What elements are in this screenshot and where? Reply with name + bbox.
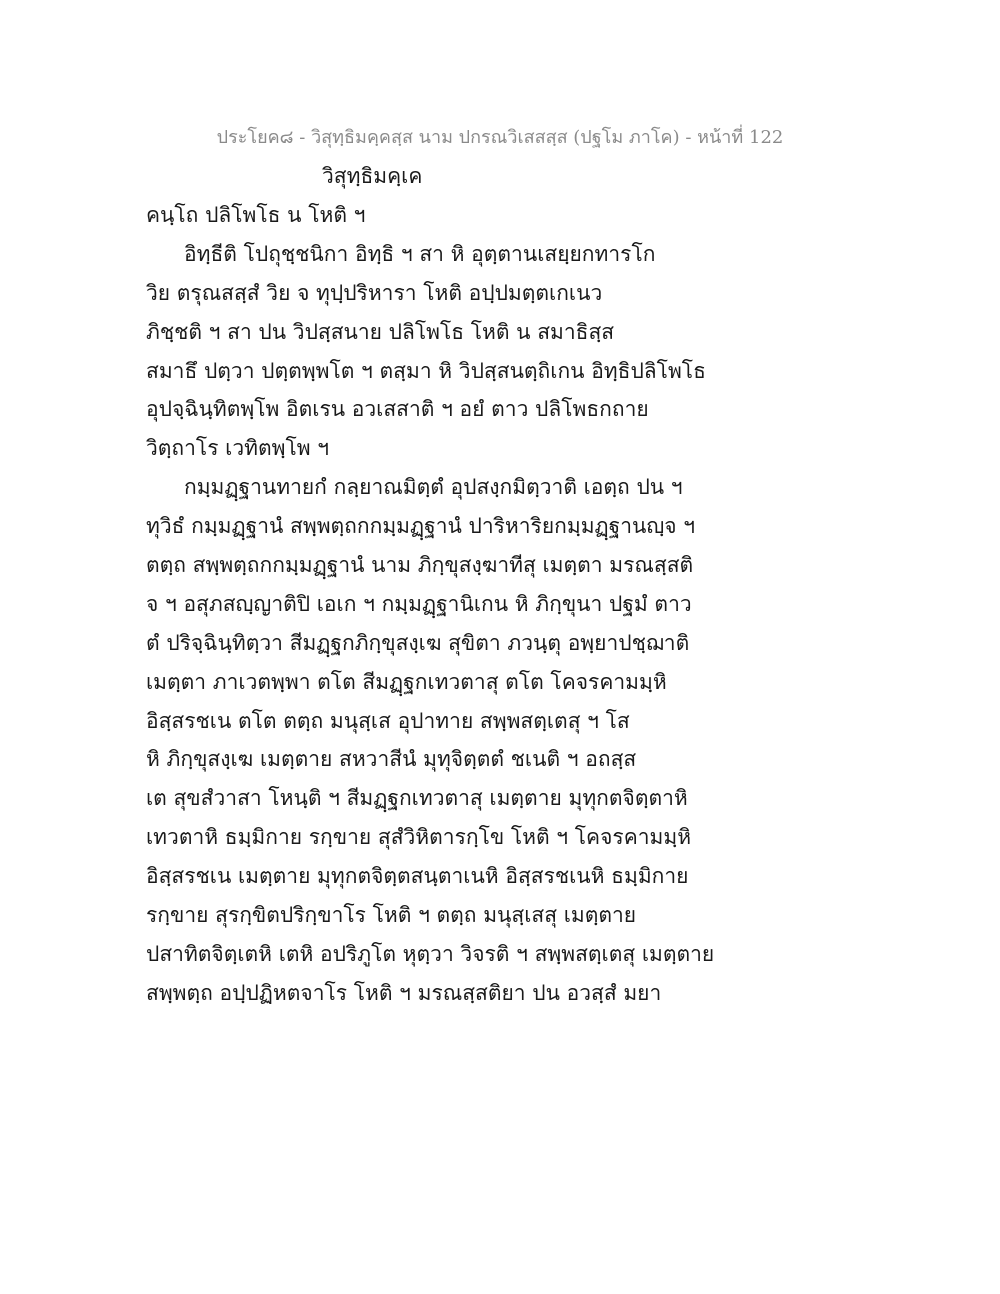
- text-line: อิสฺสรชเน เมตฺตาย มุทุกตจิตฺตสนฺตาเนหิ อิสฺสรชเนหิ ธมฺมิกาย: [146, 864, 689, 889]
- text-line: อิสฺสรชเน ตโต ตตฺถ มนุสฺเส อุปาทาย สพฺพสตฺเตสุ ฯ โส: [146, 708, 630, 733]
- text-line: อิทฺธีติ โปถุชฺชนิกา อิทฺธิ ฯ สา หิ อุตฺตานเสยฺยกทารโก: [184, 241, 656, 266]
- text-line: คนฺโถ ปลิโพโธ น โหติ ฯ: [146, 203, 366, 227]
- text-line: รกฺขาย สุรกฺขิตปริกฺขาโร โหติ ฯ ตตฺถ มนุสฺเสสุ เมตฺตาย: [146, 903, 637, 928]
- text-line: กมฺมฏฺฐานทายกํ กลฺยาณมิตฺตํ อุปสงฺกมิตฺวาติ เอตฺถ ปน ฯ: [184, 475, 683, 500]
- text-line: สพฺพตฺถ อปฺปฏิหตจาโร โหติ ฯ มรณสฺสติยา ปน อวสฺสํ มยา: [146, 980, 662, 1005]
- text-line: ตํ ปริจฺฉินฺทิตฺวา สีมฏฺฐกภิกฺขุสงฺเฆ สุขิตา ภวนฺตุ อพฺยาปชฺฌาติ: [146, 630, 690, 655]
- text-line: วิตฺถาโร เวทิตพฺโพ ฯ: [146, 436, 330, 461]
- text-line: วิย ตรุณสสฺสํ วิย จ ทุปฺปริหารา โหติ อปฺปมตฺตเกเนว: [146, 280, 603, 305]
- chapter-title: วิสุทฺธิมคฺเค: [322, 164, 423, 188]
- text-line: ทุวิธํ กมฺมฏฺฐานํ สพฺพตฺถกกมฺมฏฺฐานํ ปาริหาริยกมฺมฏฺฐานญฺจ ฯ: [146, 514, 696, 539]
- text-line: เต สุขสํวาสา โหนฺติ ฯ สีมฏฺฐกเทวตาสุ เมตฺตาย มุทุกตจิตฺตาหิ: [146, 786, 688, 811]
- text-line: อุปจฺฉินฺทิตพฺโพ อิตเรน อวเสสาติ ฯ อยํ ตาว ปลิโพธกถาย: [146, 397, 649, 422]
- running-header: ประโยค๘ - วิสุทฺธิมคฺคสฺส นาม ปกรณวิเสสสฺส (ปฐโม ภาโค) - หน้าที่ 122: [216, 127, 784, 148]
- text-line: ปสาทิตจิตฺเตหิ เตหิ อปริภูโต หุตฺวา วิจรติ ฯ สพฺพสตฺเตสุ เมตฺตาย: [146, 941, 715, 966]
- text-line: ตตฺถ สพฺพตฺถกกมฺมฏฺฐานํ นาม ภิกฺขุสงฺฆาทีสุ เมตฺตา มรณสฺสติ: [146, 553, 694, 578]
- body-text: [146, 196, 715, 1013]
- text-line: จ ฯ อสุภสญฺญาติปิ เอเก ฯ กมฺมฏฺฐานิเกน หิ ภิกฺขุนา ปฐมํ ตาว: [146, 591, 692, 616]
- text-line: หิ ภิกฺขุสงฺเฆ เมตฺตาย สหวาสีนํ มุทุจิตฺตตํ ชเนติ ฯ อถสฺส: [146, 747, 637, 772]
- text-line: ภิชฺชติ ฯ สา ปน วิปสฺสนาย ปลิโพโธ โหติ น สมาธิสฺส: [146, 319, 615, 344]
- text-line: เมตฺตา ภาเวตพฺพา ตโต สีมฏฺฐกเทวตาสุ ตโต โคจรคามมฺหิ: [146, 669, 667, 694]
- text-line: เทวตาหิ ธมฺมิกาย รกฺขาย สุสํวิหิตารกฺโข โหติ ฯ โคจรคามมฺหิ: [146, 825, 692, 850]
- text-line: สมาธึ ปตฺวา ปตฺตพฺพโต ฯ ตสฺมา หิ วิปสฺสนตฺถิเกน อิทฺธิปลิโพโธ: [146, 358, 706, 383]
